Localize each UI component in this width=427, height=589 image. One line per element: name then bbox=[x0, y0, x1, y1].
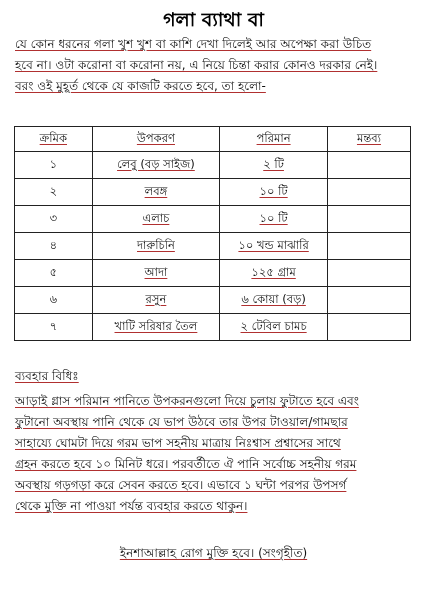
intro-paragraph bbox=[15, 34, 415, 97]
header-ingredient: উপকরণ bbox=[92, 127, 220, 152]
cell-quantity: ২ টেবিল চামচ bbox=[220, 314, 328, 341]
cell-ingredient: রসুন bbox=[92, 287, 220, 314]
cell-quantity: ১০ টি bbox=[220, 179, 328, 206]
usage-heading: ব্যবহার বিধিঃ bbox=[15, 369, 79, 383]
cell-serial: ৫ bbox=[15, 260, 93, 287]
usage-line: থেকে মুক্তি না পাওয়া পর্যন্ত ব্যবহার করতে থাকুন। bbox=[15, 499, 248, 513]
cell-serial: ৬ bbox=[15, 287, 93, 314]
usage-line: গ্রহন করতে হবে ১০ মিনিট ধরে। পরবর্তীতে ঐ পানি সর্বোচ্চ সহনীয় গরম bbox=[15, 457, 357, 471]
cell-quantity: ১২৫ গ্রাম bbox=[220, 260, 328, 287]
cell-ingredient: লবঙ্গ bbox=[92, 179, 220, 206]
cell-remarks bbox=[327, 314, 410, 341]
usage-line: সাহায্যে ঘোমটা দিয়ে গরম ভাপ সহনীয় মাত্রায় নিঃশ্বাস প্রশ্বাসের সাথে bbox=[15, 436, 341, 450]
ingredients-table bbox=[14, 126, 411, 341]
cell-quantity: ১০ টি bbox=[220, 206, 328, 233]
cell-remarks bbox=[327, 260, 410, 287]
table-row bbox=[15, 314, 411, 341]
table-row bbox=[15, 152, 411, 179]
table-row bbox=[15, 287, 411, 314]
table-row bbox=[15, 260, 411, 287]
table-row bbox=[15, 179, 411, 206]
page-title: গলা ব্যাথা বা bbox=[163, 9, 264, 31]
intro-line: বরং ওই মুহূর্ত থেকে যে কাজটি করতে হবে, তা হলো- bbox=[15, 79, 266, 93]
cell-remarks bbox=[327, 233, 410, 260]
cell-ingredient: লেবু (বড় সাইজ) bbox=[92, 152, 220, 179]
intro-line: যে কোন ধরনের গলা খুশ খুশ বা কাশি দেখা দিলেই আর অপেক্ষা করা উচিত bbox=[15, 37, 372, 51]
cell-serial: ৭ bbox=[15, 314, 93, 341]
table-row bbox=[15, 233, 411, 260]
cell-serial: ৪ bbox=[15, 233, 93, 260]
cell-ingredient: এলাচ bbox=[92, 206, 220, 233]
usage-line: অবস্থায় গড়গড়া করে সেবন করতে হবে। এভাবে ১ ঘন্টা পরপর উপসর্গ bbox=[15, 478, 347, 492]
table-row bbox=[15, 206, 411, 233]
cell-remarks bbox=[327, 152, 410, 179]
header-quantity: পরিমান bbox=[220, 127, 328, 152]
header-serial: ক্রমিক bbox=[15, 127, 93, 152]
cell-quantity: ২ টি bbox=[220, 152, 328, 179]
cell-serial: ২ bbox=[15, 179, 93, 206]
header-remarks: মন্তব্য bbox=[327, 127, 410, 152]
intro-line: হবে না। ওটা করোনা বা করোনা নয়, এ নিয়ে চিন্তা করার কোনও দরকার নেই। bbox=[15, 58, 378, 72]
cell-remarks bbox=[327, 287, 410, 314]
cell-serial: ৩ bbox=[15, 206, 93, 233]
closing-line: ইনশাআল্লাহ রোগ মুক্তি হবে। (সংগৃহীত) bbox=[119, 546, 308, 560]
cell-ingredient: খাটি সরিষার তৈল bbox=[92, 314, 220, 341]
cell-remarks bbox=[327, 206, 410, 233]
table-header-row bbox=[15, 127, 411, 152]
cell-ingredient: আদা bbox=[92, 260, 220, 287]
cell-quantity: ৬ কোয়া (বড়) bbox=[220, 287, 328, 314]
cell-quantity: ১০ খন্ড মাঝারি bbox=[220, 233, 328, 260]
cell-remarks bbox=[327, 179, 410, 206]
cell-ingredient: দারুচিনি bbox=[92, 233, 220, 260]
cell-serial: ১ bbox=[15, 152, 93, 179]
usage-line: আড়াই গ্লাস পরিমান পানিতে উপকরনগুলো দিয়ে চুলায় ফুটাতে হবে এবং bbox=[15, 394, 359, 408]
usage-paragraph bbox=[15, 391, 415, 517]
usage-line: ফুটানো অবস্থায় পানি থেকে যে ভাপ উঠবে তার উপর টাওয়াল/গামছার bbox=[15, 415, 348, 429]
